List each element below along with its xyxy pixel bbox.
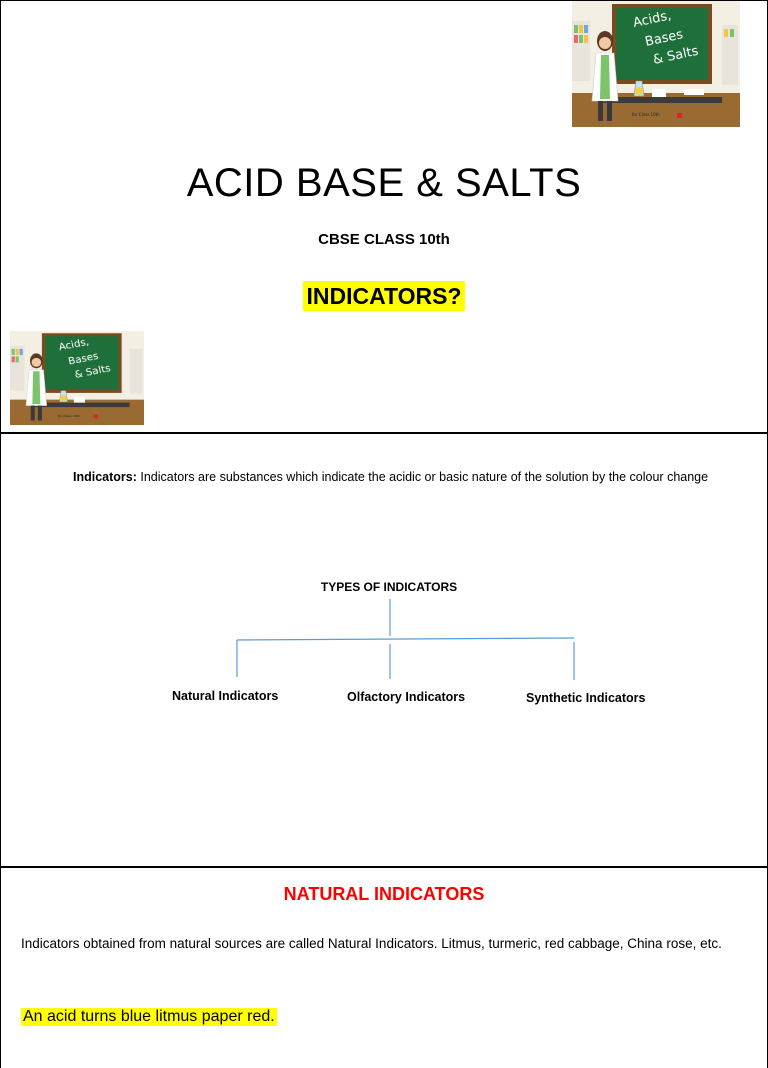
type-olfactory-indicators: Olfactory Indicators	[347, 690, 466, 704]
tree-title: TYPES OF INDICATORS	[320, 580, 458, 594]
chemistry-illustration-large	[572, 1, 740, 127]
type-natural-indicators: Natural Indicators	[172, 689, 279, 703]
board-text-1: Acids,	[631, 8, 673, 31]
natural-indicators-paragraph: Indicators obtained from natural sources are called Natural Indicators. Litmus, turmeric, red cabbage, China rose, etc.	[21, 936, 722, 951]
type-synthetic-indicators: Synthetic Indicators	[526, 691, 646, 705]
slide-title	[0, 0, 768, 433]
teacher-chalkboard-illustration	[572, 1, 740, 127]
board-text-1-small: Acids,	[57, 336, 91, 354]
board-text-3: & Salts	[651, 43, 700, 68]
acid-litmus-highlight: An acid turns blue litmus paper red.	[23, 1008, 275, 1025]
thumbnail-caption-small: for Class 10th	[57, 413, 80, 418]
chemistry-illustration-small	[10, 331, 144, 425]
indicators-question-highlight: INDICATORS?	[303, 281, 464, 311]
slide-natural-indicators	[0, 867, 768, 1068]
presentation-title: ACID BASE & SALTS	[186, 161, 582, 205]
board-text-2-small: Bases	[67, 351, 100, 368]
branch-line	[237, 638, 574, 640]
natural-indicators-heading: NATURAL INDICATORS	[283, 884, 485, 904]
hierarchy-connector-lines	[1, 434, 767, 866]
definition-term: Indicators:	[73, 470, 137, 484]
board-text-3-small: & Salts	[73, 363, 112, 381]
board-text-2: Bases	[643, 27, 685, 50]
indicators-question-wrapper	[1, 283, 767, 310]
teacher-chalkboard-illustration-small	[10, 331, 144, 425]
definition-text: Indicators are substances which indicate the acidic or basic nature of the solution by the colour change	[136, 470, 709, 484]
slide-types-of-indicators	[0, 433, 768, 867]
thumbnail-caption: for Class 10th	[632, 112, 660, 117]
class-subtitle: CBSE CLASS 10th	[318, 231, 450, 248]
